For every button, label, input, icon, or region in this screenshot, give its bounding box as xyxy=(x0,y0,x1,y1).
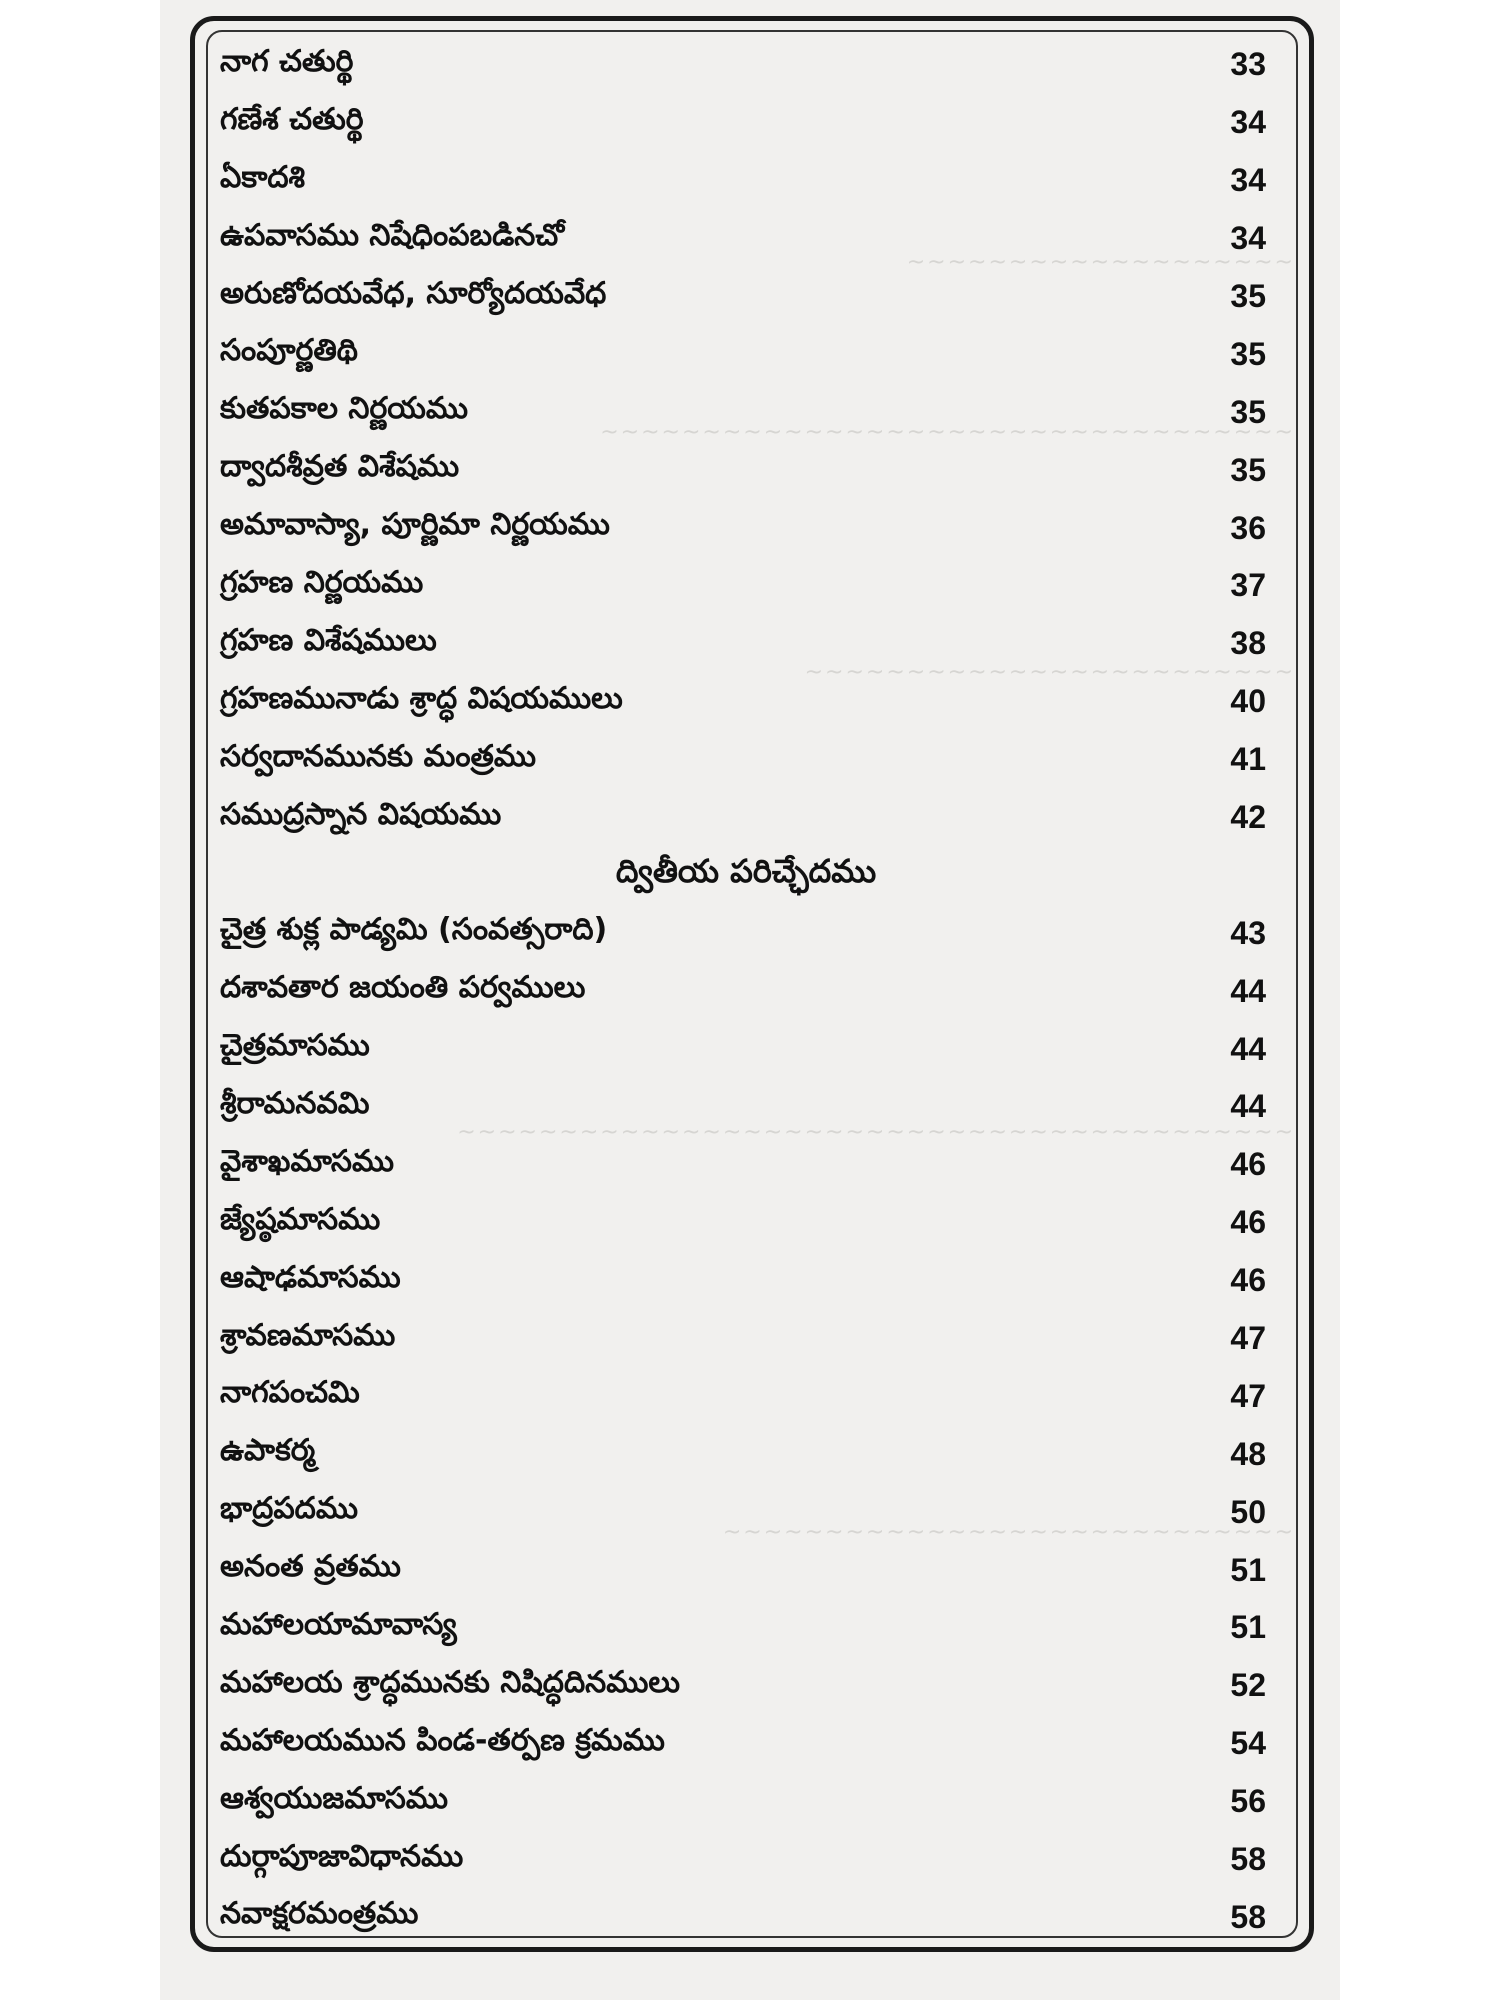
toc-entry-page: 41 xyxy=(1230,741,1266,778)
toc-entry-page: 48 xyxy=(1230,1435,1266,1472)
toc-entry-page: 44 xyxy=(1230,1088,1266,1125)
toc-entry-page: 35 xyxy=(1230,451,1266,488)
toc-entry-title: ద్వాదశీవ్రత విశేషము xyxy=(220,449,460,485)
toc-entry-title: అరుణోదయవేధ, సూర్యోదయవేధ xyxy=(220,275,607,311)
toc-entry xyxy=(220,1020,1272,1078)
toc-entry-page: 35 xyxy=(1230,393,1266,430)
toc-entry-page: 37 xyxy=(1230,567,1266,604)
toc-entry-title: కుతపకాల నిర్ణయము xyxy=(220,391,468,427)
toc-entry xyxy=(220,731,1272,789)
toc-entry-title: సంపూర్ణతిథి xyxy=(220,333,358,369)
toc-entry-title: గ్రహణ నిర్ణయము xyxy=(220,564,424,600)
bleed-through-text: ~~~~~~~~~~~~~~~~~~~ xyxy=(906,250,1295,275)
toc-entry-title: గ్రహణమునాడు శ్రాద్ధ విషయములు xyxy=(220,680,623,716)
toc-entry-title: మహాలయ శ్రాద్ధమునకు నిషిద్ధదినములు xyxy=(220,1664,680,1700)
bleed-through-text: ~~~~~~~~~~~~~~~~~~~~~~~~~~~~~~~~~~~~~~~~~ xyxy=(457,1120,1295,1145)
toc-entry-page: 47 xyxy=(1230,1320,1266,1357)
toc-entry xyxy=(220,1252,1272,1310)
toc-entry-page: 44 xyxy=(1230,972,1266,1009)
toc-entry-title: దుర్గాపూజావిధానము xyxy=(220,1838,464,1874)
toc-entry xyxy=(220,1078,1272,1136)
toc-entry-title: సముద్రస్నాన విషయము xyxy=(220,796,502,832)
toc-entry xyxy=(220,1541,1272,1599)
toc-entry-title: మహాలయామావాస్య xyxy=(220,1606,457,1642)
toc-entry xyxy=(220,1773,1272,1831)
toc-entry-title: దశావతార జయంతి పర్వములు xyxy=(220,970,586,1006)
toc-entry-page: 42 xyxy=(1230,799,1266,836)
toc-entry xyxy=(220,441,1272,499)
toc-entry-title: సర్వదానమునకు మంత్రము xyxy=(220,738,536,774)
toc-entry-page: 54 xyxy=(1230,1725,1266,1762)
toc-entry-page: 51 xyxy=(1230,1609,1266,1646)
toc-entry-title: ఉపవాసము నిషేధింపబడినచో xyxy=(220,217,565,253)
toc-entry-title: అనంత వ్రతము xyxy=(220,1549,401,1585)
toc-entry-page: 46 xyxy=(1230,1204,1266,1241)
toc-entry xyxy=(220,325,1272,383)
toc-entry xyxy=(220,94,1272,152)
toc-entry xyxy=(220,1310,1272,1368)
toc-entry-title: నాగ చతుర్థి xyxy=(220,43,354,79)
toc-entry-title: ఆశ్వయుజమాసము xyxy=(220,1780,448,1816)
toc-entry xyxy=(220,1367,1272,1425)
toc-entry xyxy=(220,499,1272,557)
toc-entry xyxy=(220,268,1272,326)
toc-entry xyxy=(220,1194,1272,1252)
toc-entry-page: 33 xyxy=(1230,46,1266,83)
toc-entry-page: 50 xyxy=(1230,1493,1266,1530)
toc-entry xyxy=(220,962,1272,1020)
toc-entry xyxy=(220,1599,1272,1657)
toc-entry xyxy=(220,36,1272,94)
toc-entry xyxy=(220,210,1272,268)
toc-entry xyxy=(220,673,1272,731)
toc-entry-page: 35 xyxy=(1230,335,1266,372)
toc-entry-page: 35 xyxy=(1230,278,1266,314)
toc-entry xyxy=(220,1831,1272,1889)
toc-entry-page: 47 xyxy=(1230,1377,1266,1414)
toc-entry-page: 36 xyxy=(1230,509,1266,546)
toc-entry xyxy=(220,1483,1272,1541)
toc-entry-page: 58 xyxy=(1230,1898,1266,1935)
toc-entry xyxy=(220,152,1272,210)
toc-entry-page: 34 xyxy=(1230,104,1266,141)
bleed-through-text: ~~~~~~~~~~~~~~~~~~~~~~~~ xyxy=(804,660,1295,685)
toc-entry-page: 52 xyxy=(1230,1667,1266,1704)
toc-entry-title: జ్యేష్ఠమాసము xyxy=(220,1201,381,1237)
toc-entry xyxy=(220,1715,1272,1773)
section-heading-row xyxy=(220,846,1272,904)
toc-entry xyxy=(220,1657,1272,1715)
toc-entry-title: భాద్రపదము xyxy=(220,1491,358,1527)
toc-entry-page: 34 xyxy=(1230,162,1266,199)
toc-entry-title: నవాక్షరమంత్రము xyxy=(220,1896,419,1932)
toc-entry-title: వైశాఖమాసము xyxy=(220,1143,395,1179)
toc-entry-page: 44 xyxy=(1230,1030,1266,1067)
toc-entry-title: అమావాస్యా, పూర్ణిమా నిర్ణయము xyxy=(220,507,610,543)
toc-entry xyxy=(220,1425,1272,1483)
toc-entry-title: చైత్ర శుక్ల పాడ్యమి (సంవత్సరాది) xyxy=(220,912,608,948)
toc-entry-title: గ్రహణ విశేషములు xyxy=(220,622,437,658)
toc-entry-title: ఆషాఢమాసము xyxy=(220,1259,401,1295)
toc-entry-title: శ్రావణమాసము xyxy=(220,1317,396,1353)
toc-entry-title: మహాలయమున పిండ-తర్పణ క్రమము xyxy=(220,1722,665,1758)
toc-entry xyxy=(220,789,1272,847)
toc-entry xyxy=(220,557,1272,615)
table-of-contents xyxy=(220,36,1272,1946)
toc-entry-title: గణేశ చతుర్థి xyxy=(220,101,364,137)
toc-entry-page: 58 xyxy=(1230,1841,1266,1878)
toc-entry-page: 46 xyxy=(1230,1262,1266,1299)
toc-entry xyxy=(220,1136,1272,1194)
toc-entry xyxy=(220,1889,1272,1947)
toc-entry-page: 38 xyxy=(1230,625,1266,662)
section-heading: ద్వితీయ పరిచ్ఛేదము xyxy=(615,852,877,891)
toc-entry-page: 46 xyxy=(1230,1146,1266,1183)
toc-entry-title: చైత్రమాసము xyxy=(220,1028,370,1064)
bleed-through-text: ~~~~~~~~~~~~~~~~~~~~~~~~~~~~ xyxy=(722,1520,1295,1545)
toc-entry-page: 43 xyxy=(1230,914,1266,951)
toc-entry-page: 51 xyxy=(1230,1551,1266,1588)
toc-entry-title: ఏకాదశి xyxy=(220,159,306,195)
toc-entry-page: 34 xyxy=(1230,220,1266,257)
toc-entry-title: ఉపాకర్మ xyxy=(220,1433,316,1469)
toc-entry-title: నాగపంచమి xyxy=(220,1375,360,1411)
toc-entry-page: 56 xyxy=(1230,1783,1266,1820)
toc-entry xyxy=(220,904,1272,962)
toc-entry xyxy=(220,615,1272,673)
toc-entry-page: 40 xyxy=(1230,683,1266,720)
bleed-through-text: ~~~~~~~~~~~~~~~~~~~~~~~~~~~~~~~~~~ xyxy=(600,420,1295,445)
toc-entry xyxy=(220,383,1272,441)
toc-entry-title: శ్రీరామనవమి xyxy=(220,1085,370,1121)
